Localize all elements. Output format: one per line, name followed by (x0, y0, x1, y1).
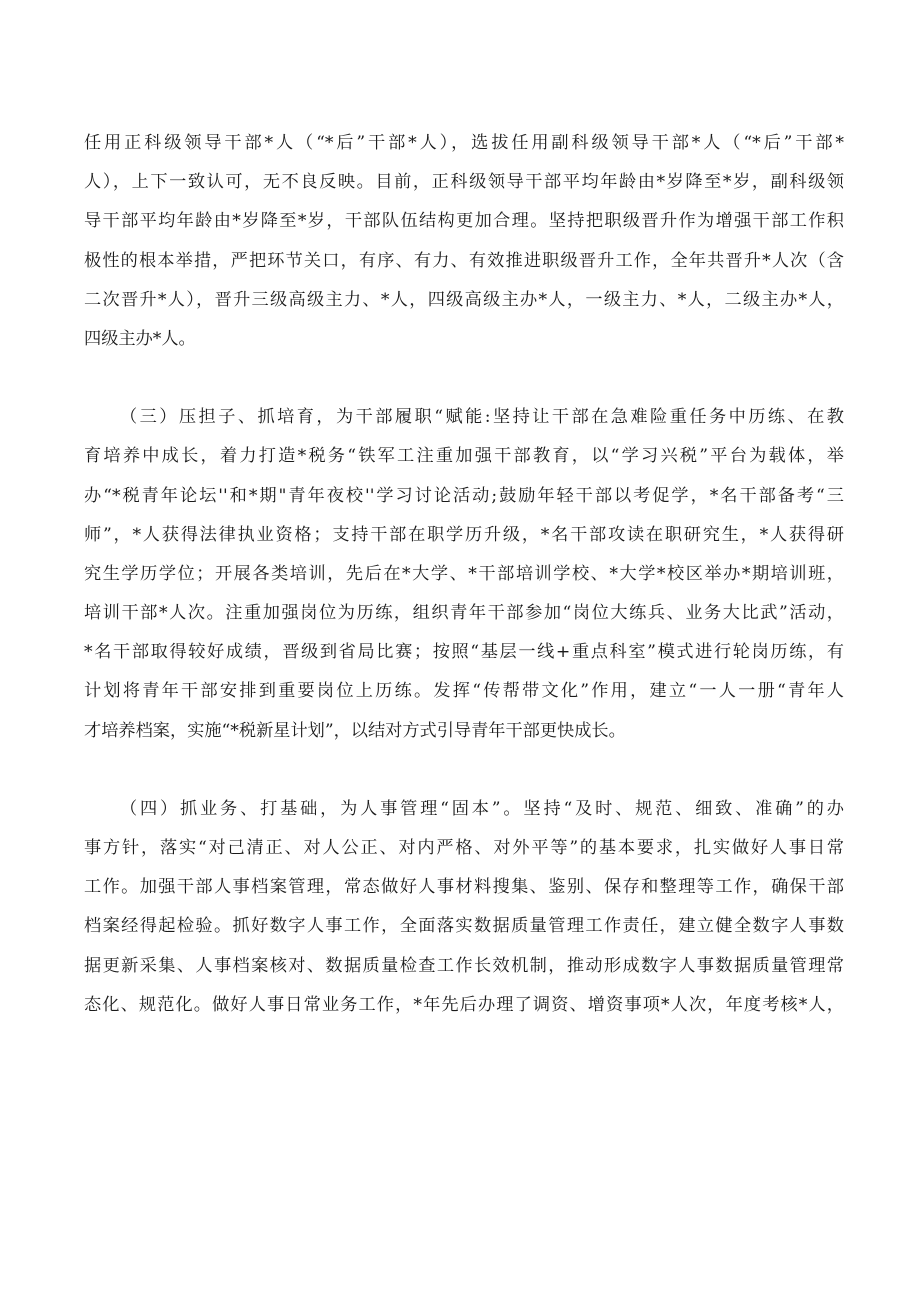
text-line: 极性的根本举措，严把环节关口，有序、有力、有效推进职级晋升工作，全年共晋升*人次（含 (84, 251, 844, 271)
text-line: *名干部取得较好成绩，晋级到省局比赛；按照“基层一线+重点科室”模式进行轮岗历练，有 (84, 642, 844, 662)
text-line: 态化、规范化。做好人事日常业务工作，*年先后办理了调资、增资事项*人次，年度考核*人， (84, 995, 844, 1015)
text-line: 计划将青年干部安排到重要岗位上历练。发挥“传帮带文化”作用，建立“一人一册“青年人 (84, 681, 844, 701)
text-line: 四级主办*人。 (84, 329, 196, 349)
text-line: 办“*税青年论坛''和*期"青年夜校''学习讨论活动;鼓励年轻干部以考促学，*名干部备考“三 (84, 486, 844, 506)
text-line: 据更新采集、人事档案核对、数据质量检查工作长效机制，推动形成数字人事数据质量管理常 (84, 956, 844, 976)
text-line: 导干部平均年龄由*岁降至*岁，干部队伍结构更加合理。坚持把职级晋升作为增强干部工作积 (84, 211, 844, 231)
text-line: 任用正科级领导干部*人（“*后”干部*人），选拔任用副科级领导干部*人（“*后”干部* (84, 133, 844, 153)
text-line: 培训干部*人次。注重加强岗位为历练，组织青年干部参加“岗位大练兵、业务大比武”活动， (84, 603, 844, 623)
text-line: 二次晋升*人），晋升三级高级主力、*人，四级高级主办*人，一级主力、*人，二级主办*人， (84, 290, 844, 310)
text-line: 工作。加强干部人事档案管理，常态做好人事材料搜集、鉴别、保存和整理等工作，确保干部 (84, 877, 844, 897)
text-line: 档案经得起检验。抓好数字人事工作，全面落实数据质量管理工作责任，建立健全数字人事数 (84, 916, 844, 936)
section-heading-line: （三）压担子、抓培育，为干部履职“赋能:坚持让干部在急难险重任务中历练、在教 (120, 407, 844, 427)
text-line: 人），上下一致认可，无不良反映。目前，正科级领导干部平均年龄由*岁降至*岁，副科级领 (84, 172, 844, 192)
text-line: 育培养中成长，着力打造*税务“铁军工注重加强干部教育，以“学习兴税”平台为载体，举 (84, 446, 844, 466)
text-line: 究生学历学位；开展各类培训，先后在*大学、*干部培训学校、*大学*校区举办*期培训班， (84, 564, 844, 584)
section-heading-line: （四）抓业务、打基础，为人事管理“固本”。坚持“及时、规范、细致、准确”的办 (120, 799, 844, 819)
text-line: 才培养档案，实施“*税新星计划”，以结对方式引导青年干部更快成长。 (84, 721, 626, 741)
text-line: 事方针，落实“对己清正、对人公正、对内严格、对外平等”的基本要求，扎实做好人事日常 (84, 838, 844, 858)
text-line: 师”，*人获得法律执业资格；支持干部在职学历升级，*名干部攻读在职研究生，*人获得研 (84, 525, 844, 545)
